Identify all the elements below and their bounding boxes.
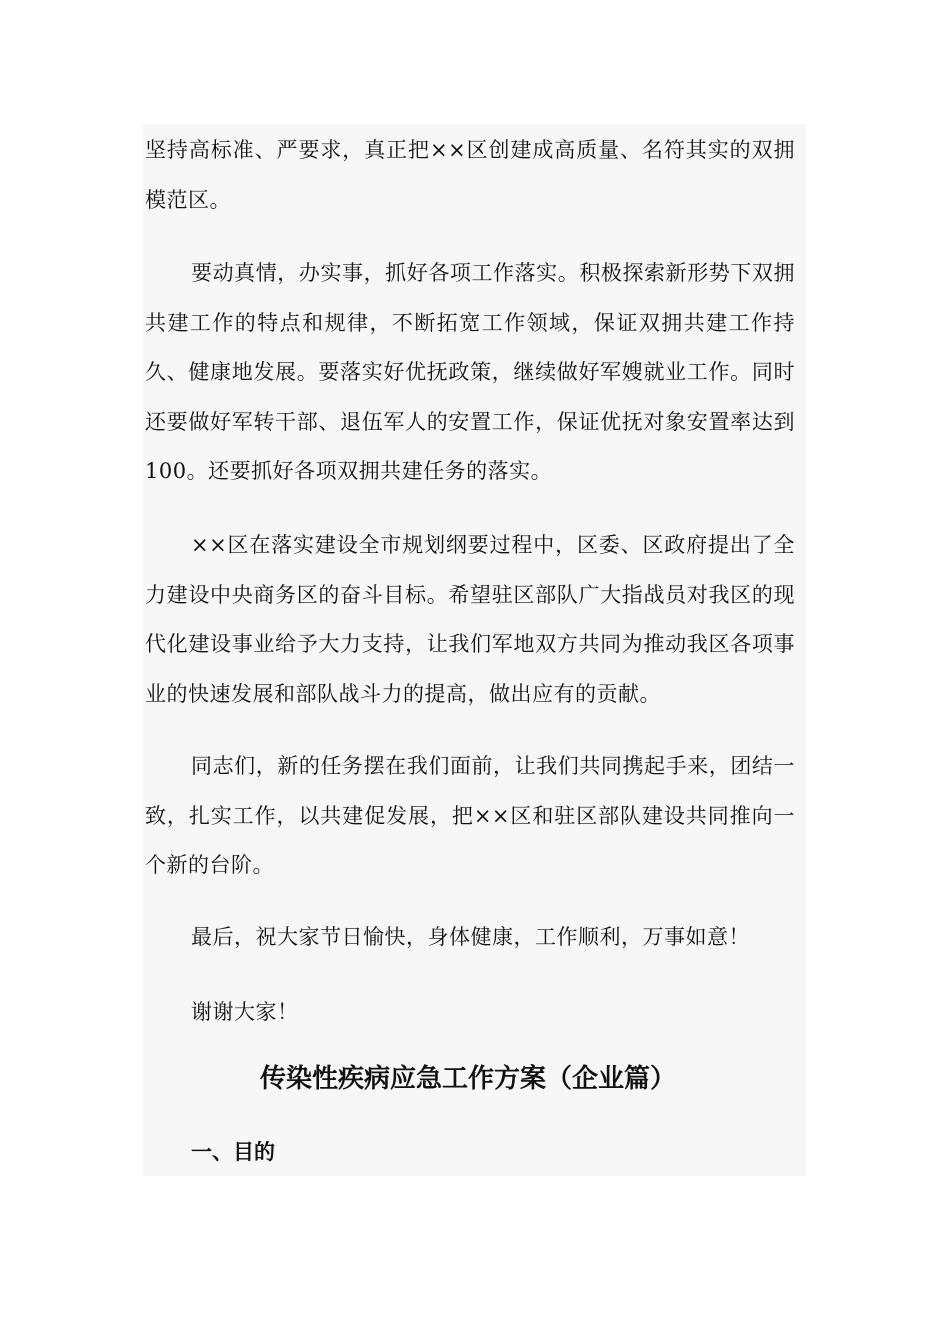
paragraph-thanks: 谢谢大家！: [191, 1000, 299, 1024]
paragraph-work-implementation: 要动真情，办实事，抓好各项工作落实。积极探索新形势下双拥共建工作的特点和规律，不断拓宽工作领域，保证双拥共建工作持久、健康地发展。要落实好优抚政策，继续做好军嫂就业工作。同时还要做好军转干部、退伍军人的安置工作，保证优抚对象安置率达到100。还要抓好各项双拥共建任务的落实。: [145, 261, 795, 483]
section-title: 传染性疾病应急工作方案（企业篇）: [259, 1064, 676, 1094]
section-heading-purpose: 一、目的: [191, 1140, 275, 1164]
paragraph-district-development: ××区在落实建设全市规划纲要过程中，区委、区政府提出了全力建设中央商务区的奋斗目标。希望驻区部队广大指战员对我区的现代化建设事业给予大力支持，让我们军地双方共同为推动我区各项事业的快速发展和部队战斗力的提高，做出应有的贡献。: [145, 533, 795, 706]
paragraph-closing-wishes: 最后，祝大家节日愉快，身体健康，工作顺利，万事如意！: [191, 925, 750, 949]
paragraph-call-to-action: 同志们，新的任务摆在我们面前，让我们共同携起手来，团结一致，扎实工作，以共建促发展，把××区和驻区部队建设共同推向一个新的台阶。: [145, 754, 795, 877]
document-page: [143, 124, 806, 1176]
paragraph-continuation: 坚持高标准、严要求，真正把××区创建成高质量、名符其实的双拥模范区。: [145, 138, 795, 212]
